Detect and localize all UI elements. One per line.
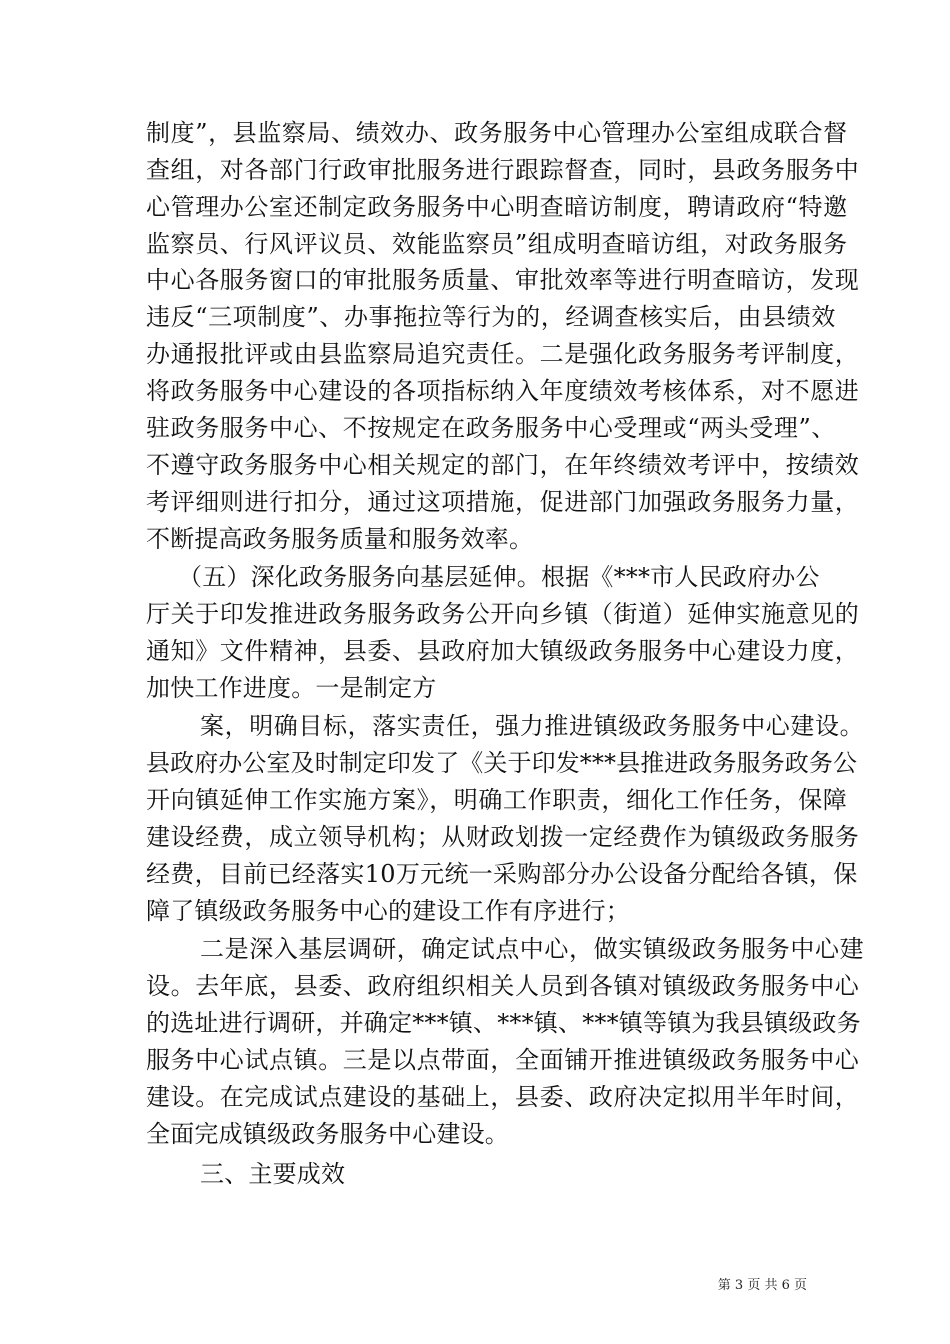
body-text-line: 县政府办公室及时制定印发了《关于印发***县推进政务服务政务公 bbox=[146, 749, 858, 777]
body-text-line: 设。去年底，县委、政府组织相关人员到各镇对镇级政务服务中心 bbox=[146, 972, 860, 1000]
body-text-line: 建设。在完成试点建设的基础上，县委、政府决定拟用半年时间， bbox=[146, 1083, 860, 1111]
body-text-line: 二是深入基层调研，确定试点中心，做实镇级政务服务中心建 bbox=[200, 935, 865, 963]
body-text-line: 建设经费，成立领导机构；从财政划拨一定经费作为镇级政务服务 bbox=[146, 823, 860, 851]
body-text-line: 经费，目前已经落实10万元统一采购部分办公设备分配给各镇，保 bbox=[146, 860, 858, 888]
body-text-line: 将政务服务中心建设的各项指标纳入年度绩效考核体系，对不愿进 bbox=[146, 377, 860, 405]
body-text-line: 不遵守政务服务中心相关规定的部门，在年终绩效考评中，按绩效 bbox=[146, 451, 860, 479]
body-text-line: 不断提高政务服务质量和服务效率。 bbox=[146, 525, 534, 553]
body-text-line: 查组，对各部门行政审批服务进行跟踪督查，同时，县政务服务中 bbox=[146, 156, 860, 184]
body-text-line: 全面完成镇级政务服务中心建设。 bbox=[146, 1120, 509, 1148]
body-text-line: 加快工作进度。一是制定方 bbox=[146, 674, 437, 702]
body-text-line: 通知》文件精神，县委、县政府加大镇级政务服务中心建设力度， bbox=[146, 637, 860, 665]
page-number-footer: 第 3 页 共 6 页 bbox=[717, 1278, 807, 1293]
body-text-line: 障了镇级政务服务中心的建设工作有序进行； bbox=[146, 897, 630, 925]
body-text-line: 心管理办公室还制定政务服务中心明查暗访制度，聘请政府“特邀 bbox=[146, 193, 848, 221]
body-text-line: 中心各服务窗口的审批服务质量、审批效率等进行明查暗访，发现 bbox=[146, 266, 860, 294]
body-text-line: 制度”，县监察局、绩效办、政务服务中心管理办公室组成联合督 bbox=[146, 119, 848, 147]
body-text-line: 服务中心试点镇。三是以点带面，全面铺开推进镇级政务服务中心 bbox=[146, 1046, 860, 1074]
section-heading-paragraph-start: （五）深化政务服务向基层延伸。根据《***市人民政府办公 bbox=[178, 563, 820, 591]
body-text-line: 办通报批评或由县监察局追究责任。二是强化政务服务考评制度， bbox=[146, 340, 860, 368]
body-text-line: 监察员、行风评议员、效能监察员”组成明查暗访组，对政务服务 bbox=[146, 230, 848, 258]
body-text-line: 案，明确目标，落实责任，强力推进镇级政务服务中心建设。 bbox=[200, 712, 865, 740]
section-heading: 三、主要成效 bbox=[200, 1160, 346, 1188]
body-text-line: 违反“三项制度”、办事拖拉等行为的，经调查核实后，由县绩效 bbox=[146, 303, 836, 331]
body-text-line: 开向镇延伸工作实施方案》，明确工作职责，细化工作任务，保障 bbox=[146, 786, 848, 814]
body-text-line: 考评细则进行扣分，通过这项措施，促进部门加强政务服务力量， bbox=[146, 488, 860, 516]
body-text-line: 厅关于印发推进政务服务政务公开向乡镇（街道）延伸实施意见的 bbox=[146, 600, 860, 628]
body-text-line: 驻政务服务中心、不按规定在政务服务中心受理或“两头受理”、 bbox=[146, 414, 836, 442]
body-text-line: 的选址进行调研，并确定***镇、***镇、***镇等镇为我县镇级政务 bbox=[146, 1009, 861, 1037]
